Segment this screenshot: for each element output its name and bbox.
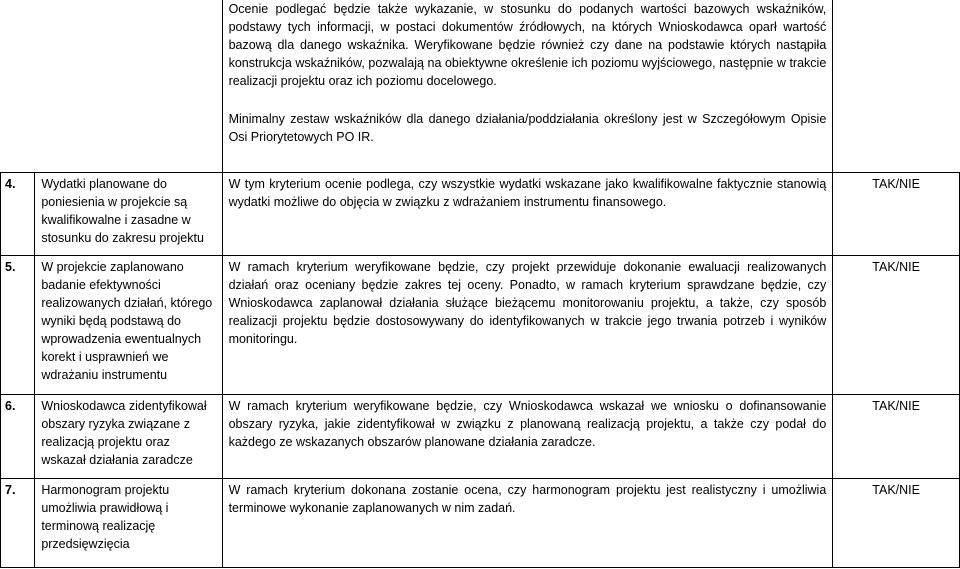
- row-criterion-name: Wydatki planowane do poniesienia w projekcie są kwalifikowalne i zasadne w stosunku do zakresu projektu: [35, 172, 222, 255]
- row-criterion-name: Wnioskodawca zidentyfikował obszary ryzyka związane z realizacją projektu oraz wskazał działania zaradcze: [35, 394, 222, 478]
- row-number: 5.: [1, 255, 35, 394]
- table-row: [1, 172, 960, 255]
- table-row: [1, 478, 960, 567]
- row-number: 4.: [1, 172, 35, 255]
- continuation-paragraph-1: Ocenie podlegać będzie także wykazanie, w stosunku do podanych wartości bazowych wskaźników, podstawy tych informacji, w postaci dokumentów źródłowych, na których Wnioskodawca oparł wartość bazową dla danego wskaźnika. Weryfikowane będzie również czy dane na podstawie których nastąpiła konstrukcja wskaźników, pozwalają na obiektywne określenie ich poziomu wyjściowego, następnie w trakcie realizacji projektu oraz ich poziomu docelowego.: [228, 2, 827, 88]
- table-row: [1, 255, 960, 394]
- row-value: TAK/NIE: [833, 255, 960, 394]
- row-criterion-name: Harmonogram projektu umożliwia prawidłową i terminową realizację przedsięwzięcia: [35, 478, 222, 567]
- row-number: 6.: [1, 394, 35, 478]
- continuation-number-cell: [1, 0, 35, 172]
- table-row: [1, 394, 960, 478]
- row-number: 7.: [1, 478, 35, 567]
- continuation-paragraph-2: Minimalny zestaw wskaźników dla danego działania/poddziałania określony jest w Szczegółowym Opisie Osi Priorytetowych PO IR.: [228, 112, 827, 144]
- row-description: W ramach kryterium weryfikowane będzie, czy projekt przewiduje dokonanie ewaluacji realizowanych działań oraz oceniany będzie zakres tej oceny. Ponadto, w ramach kryterium sprawdzane będzie, czy Wnioskodawca zaplanował działania służące bieżącemu monitorowaniu projektu, a także, czy sposób realizacji projektu będzie dostosowywany do identyfikowanych w trakcie jego trwania potrzeb i wyników monitoringu.: [222, 255, 833, 394]
- row-value: TAK/NIE: [833, 478, 960, 567]
- row-description: W tym kryterium ocenie podlega, czy wszystkie wydatki wskazane jako kwalifikowalne faktycznie stanowią wydatki możliwe do objęcia w związku z wdrażaniem instrumentu finansowego.: [222, 172, 833, 255]
- row-description: W ramach kryterium weryfikowane będzie, czy Wnioskodawca wskazał we wniosku o dofinansowanie obszary ryzyka, jakie zidentyfikował w związku z planowaną realizacją projektu, a także czy podał do każdego ze wskazanych obszarów planowane działania zaradcze.: [222, 394, 833, 478]
- continuation-value-cell: [833, 0, 960, 172]
- row-value: TAK/NIE: [833, 172, 960, 255]
- continuation-name-cell: [35, 0, 222, 172]
- row-value: TAK/NIE: [833, 394, 960, 478]
- row-criterion-name: W projekcie zaplanowano badanie efektywności realizowanych działań, którego wyniki będą podstawą do wprowadzenia ewentualnych korekt i usprawnień we wdrażaniu instrumentu: [35, 255, 222, 394]
- row-description: W ramach kryterium dokonana zostanie ocena, czy harmonogram projektu jest realistyczny i umożliwia terminowe wykonanie zaplanowanych w nim zadań.: [222, 478, 833, 567]
- continuation-row: [1, 0, 960, 172]
- continuation-description-cell: [222, 0, 833, 172]
